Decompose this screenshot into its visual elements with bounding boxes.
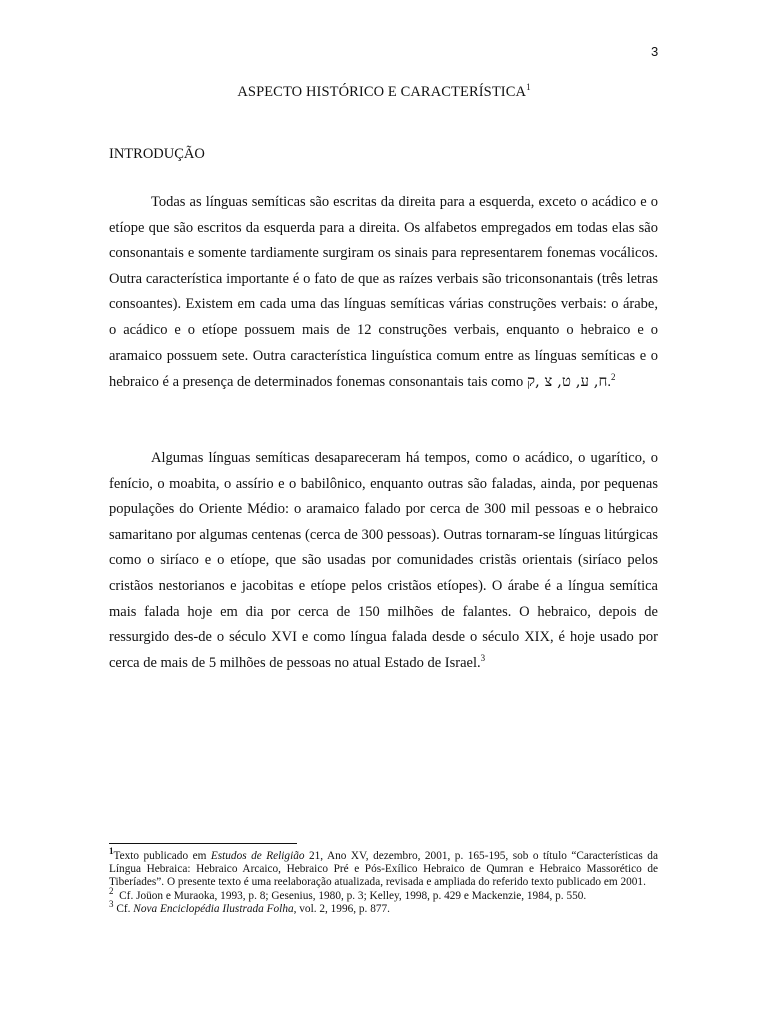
footnote-1-journal: Estudos de Religião	[210, 850, 305, 862]
footnote-2	[109, 885, 658, 903]
footnote-1-prefix: Texto publicado em	[113, 850, 211, 862]
section-heading: INTRODUÇÃO	[109, 146, 205, 162]
paragraph-2	[109, 446, 658, 676]
footnote-3	[109, 899, 658, 916]
footnote-3-work: Nova Enciclopédia Ilustrada Folha	[133, 902, 294, 915]
title-text: ASPECTO HISTÓRICO E CARACTERÍSTICA	[237, 84, 527, 100]
footnote-2-mark: 2	[109, 885, 114, 896]
footnote-ref-1[interactable]: 1	[526, 82, 531, 93]
footnotes	[109, 846, 658, 916]
footnote-3-mark: 3	[109, 899, 114, 910]
paragraph-1	[109, 190, 658, 396]
footnote-1-mark: 1	[109, 846, 114, 857]
footnote-1	[109, 846, 658, 890]
paragraph-1-text: Todas as línguas semíticas são escritas da direita para a esquerda, exceto o acádico e o etíope que são escritos da esquerda para a direita. Os alfabetos empregados em todas elas são consonantais e somente tardiamente surgiram os sinais para representarem fonemas vocálicos. Outra característica importante é o fato de que as raízes verbais são triconsonantais (três letras consoantes). Existem em cada uma das línguas semíticas várias construções verbais: o árabe, o acádico e o etíope possuem mais de 12 construções verbais, enquanto o hebraico e o aramaico possuem sete. Outra característica linguística comum entre as línguas semíticas e o hebraico é a presença de determinados fonemas consonantais tais como	[109, 194, 658, 391]
footnote-ref-2[interactable]: 2	[611, 372, 616, 383]
footnote-3-prefix: Cf.	[113, 902, 134, 915]
footnote-1-suffix: 21, Ano XV, dezembro, 2001, p. 165-195, sob o título “Características da Língua Hebraica: Hebraico Arcaico, Hebraico Pré e Pós-Exílico Hebraico de Qumran e Hebraico Massorético de Tiberíades”. O presente texto é uma reelaboração atualizada, revisada e ampliada do referido texto publicado em 2001.	[109, 850, 658, 889]
footnote-separator	[109, 843, 297, 844]
paragraph-2-text: Algumas línguas semíticas desapareceram há tempos, como o acádico, o ugarítico, o fenício, o moabita, o assírio e o babilônico, enquanto outras são faladas, ainda, por pequenas populações do Oriente Médio: o aramaico falado por cerca de 300 mil pessoas e o hebraico samaritano por algumas centenas (cerca de 300 pessoas). Outras tornaram-se línguas litúrgicas como o siríaco e o etíope, que são usadas por comunidades cristãs orientais (siríaco pelos cristãos nestorianos e jacobitas e etíope pelos cristãos etíopes). O árabe é a língua semítica mais falada hoje em dia por cerca de 150 milhões de falantes. O hebraico, depois de ressurgido des-de o século XVI e como língua falada desde o século XIX, é hoje usado por cerca de mais de 5 milhões de pessoas no atual Estado de Israel.	[109, 450, 658, 671]
paragraph-1-end: .	[607, 374, 612, 391]
page-number: 3	[651, 44, 659, 59]
footnote-ref-3[interactable]: 3	[480, 652, 486, 663]
footnote-3-suffix: , vol. 2, 1996, p. 877.	[293, 902, 390, 915]
footnote-2-text: Cf. Joüon e Muraoka, 1993, p. 8; Gesenius, 1980, p. 3; Kelley, 1998, p. 429 e Mackenzie, 1984, p. 550.	[113, 889, 587, 902]
page-title	[110, 84, 658, 101]
hebrew-letters: ח, ע, ט, צ ,ק	[526, 372, 608, 391]
